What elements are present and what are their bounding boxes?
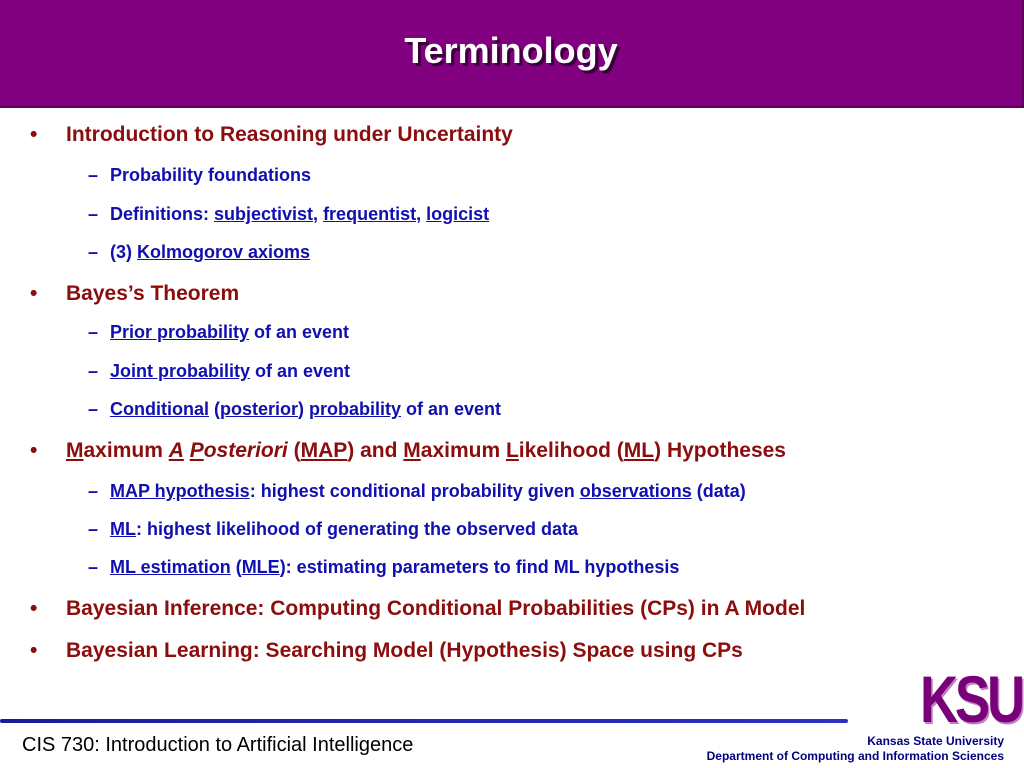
link-subjectivist[interactable]: subjectivist <box>214 204 314 224</box>
text: ) <box>298 399 309 419</box>
subbullet-probability-foundations <box>88 165 311 186</box>
text: ( <box>287 439 301 462</box>
dash-marker: – <box>88 204 99 224</box>
link-prior-probability[interactable]: Prior probability <box>110 322 250 342</box>
dash-marker: – <box>88 557 99 577</box>
bullet-marker: • <box>30 282 38 305</box>
subbullet-ml-definition <box>88 519 578 540</box>
text: ): estimating parameters to find ML hypothesis <box>279 557 680 577</box>
text: Definitions: <box>110 204 214 224</box>
subbullet-definitions <box>88 204 489 225</box>
link-map-hypothesis[interactable]: MAP hypothesis <box>110 481 250 501</box>
bullet-marker: • <box>30 639 38 662</box>
text: P <box>189 439 204 462</box>
slide-title: Terminology <box>404 30 618 71</box>
link-mle[interactable]: MLE <box>241 557 280 577</box>
subbullet-map-hypothesis <box>88 481 746 502</box>
university-name: Kansas State University <box>867 734 1004 748</box>
text: ( <box>208 399 220 419</box>
text: ) and <box>347 439 404 462</box>
text: L <box>505 439 519 462</box>
link-observations[interactable]: observations <box>579 481 692 501</box>
footer-divider <box>0 719 848 723</box>
department-name: Department of Computing and Information Sciences <box>706 749 1004 763</box>
link-map[interactable]: MAP <box>300 439 348 462</box>
dash-marker: – <box>88 519 99 539</box>
link-frequentist[interactable]: frequentist <box>323 204 417 224</box>
subbullet-ml-estimation <box>88 557 679 578</box>
link-kolmogorov-axioms[interactable]: Kolmogorov axioms <box>137 242 311 262</box>
link-conditional[interactable]: Conditional <box>110 399 209 419</box>
text: (3) <box>110 242 137 262</box>
text: : highest likelihood of generating the observed data <box>136 519 579 539</box>
text: of an event <box>401 399 502 419</box>
dash-marker: – <box>88 361 99 381</box>
text: ( <box>230 557 242 577</box>
text: M <box>66 439 84 462</box>
bullet-marker: • <box>30 123 38 146</box>
link-ml-estimation[interactable]: ML estimation <box>110 557 231 577</box>
subbullet-kolmogorov <box>88 242 310 263</box>
bullet-marker: • <box>30 597 38 620</box>
subbullet-prior-probability <box>88 322 349 343</box>
bullet-intro <box>30 123 513 147</box>
text: (data) <box>691 481 746 501</box>
text: aximum <box>83 439 169 462</box>
dash-marker: – <box>88 399 99 419</box>
subbullet-joint-probability <box>88 361 350 382</box>
bullet-text: Bayes’s Theorem <box>66 282 240 305</box>
subbullet-text: Probability foundations <box>110 165 311 185</box>
text: M <box>403 439 421 462</box>
text: , <box>416 204 427 224</box>
bullet-map-ml <box>30 439 786 463</box>
course-title: CIS 730: Introduction to Artificial Intelligence <box>22 734 414 756</box>
dash-marker: – <box>88 322 99 342</box>
dash-marker: – <box>88 242 99 262</box>
link-probability[interactable]: probability <box>309 399 402 419</box>
text: aximum <box>420 439 506 462</box>
footer-institution <box>707 734 1004 764</box>
bullet-marker: • <box>30 439 38 462</box>
ksu-logo: KSU <box>920 662 1022 736</box>
link-ml[interactable]: ML <box>623 439 655 462</box>
dash-marker: – <box>88 481 99 501</box>
text: , <box>313 204 324 224</box>
link-posterior[interactable]: posterior <box>219 399 298 419</box>
text: ikelihood ( <box>518 439 624 462</box>
link-logicist[interactable]: logicist <box>426 204 490 224</box>
text: osteriori <box>203 439 288 462</box>
bullet-text: Bayesian Learning: Searching Model (Hypothesis) Space using CPs <box>66 639 743 662</box>
subbullet-conditional-probability <box>88 399 501 420</box>
bullet-bayes-theorem <box>30 282 239 306</box>
bullet-bayesian-learning <box>30 639 743 663</box>
bullet-text: Bayesian Inference: Computing Conditional Probabilities (CPs) in A Model <box>66 597 806 620</box>
link-joint-probability[interactable]: Joint probability <box>110 361 251 381</box>
bullet-text: Introduction to Reasoning under Uncertainty <box>66 123 513 146</box>
text: of an event <box>249 322 350 342</box>
text: of an event <box>250 361 351 381</box>
text: : highest conditional probability given <box>249 481 580 501</box>
dash-marker: – <box>88 165 99 185</box>
bullet-bayesian-inference <box>30 597 805 621</box>
link-ml-term[interactable]: ML <box>110 519 136 539</box>
text: A <box>168 439 184 462</box>
text: ) Hypotheses <box>654 439 786 462</box>
